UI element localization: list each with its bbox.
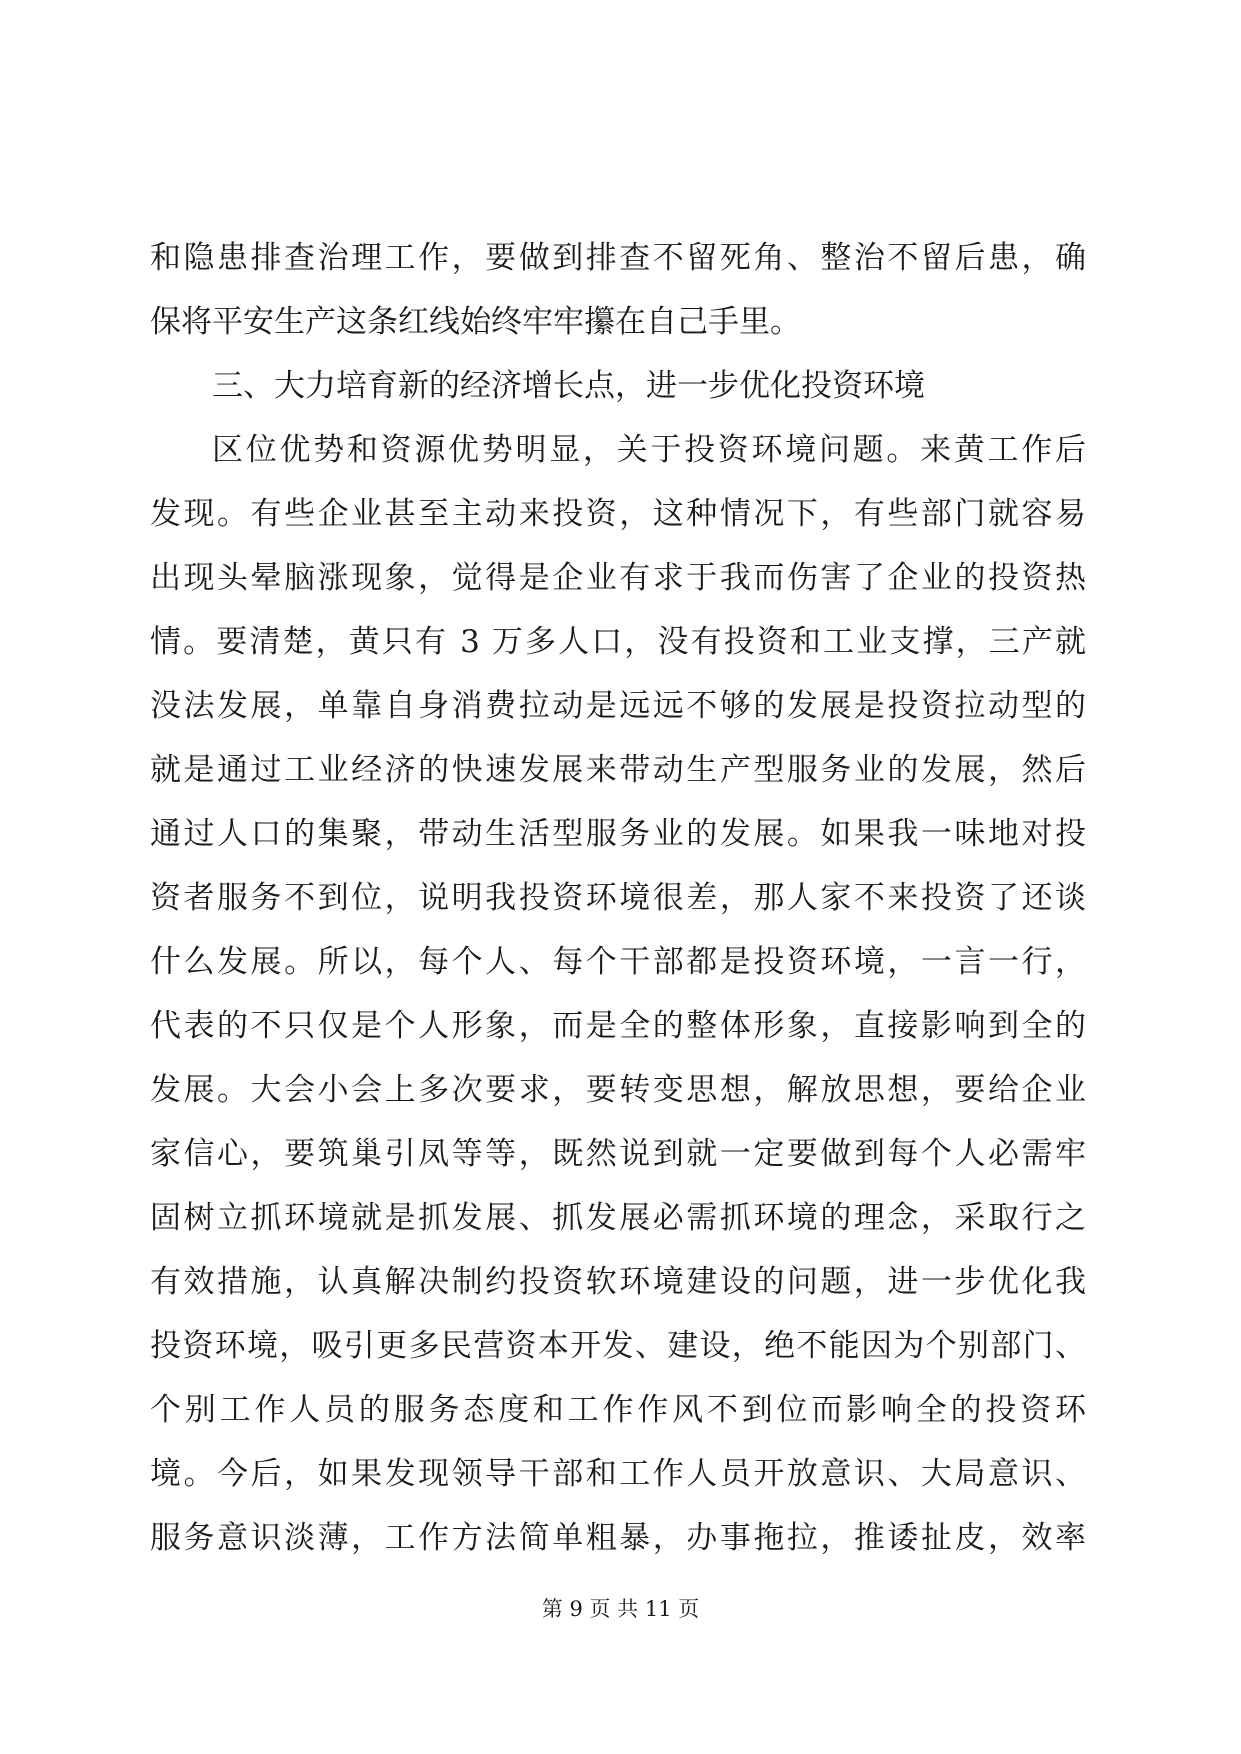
body-line: 和隐患排查治理工作，要做到排查不留死角、整治不留后患，确: [150, 240, 1086, 276]
body-line: 保将平安生产这条红线始终牢牢攥在自己手里。: [150, 304, 801, 340]
body-line: 境。今后，如果发现领导干部和工作人员开放意识、大局意识、: [150, 1456, 1086, 1492]
body-line: 出现头晕脑涨现象，觉得是企业有求于我而伤害了企业的投资热: [150, 560, 1086, 596]
section-heading: 三、大力培育新的经济增长点，进一步优化投资环境: [212, 368, 925, 404]
body-line: 资者服务不到位，说明我投资环境很差，那人家不来投资了还谈: [150, 880, 1086, 916]
body-line: 家信心，要筑巢引凤等等，既然说到就一定要做到每个人必需牢: [150, 1136, 1086, 1172]
body-line: 什么发展。所以，每个人、每个干部都是投资环境，一言一行，: [150, 944, 1086, 980]
body-line: 代表的不只仅是个人形象，而是全的整体形象，直接影响到全的: [150, 1008, 1086, 1044]
body-line: 发现。有些企业甚至主动来投资，这种情况下，有些部门就容易: [150, 496, 1086, 532]
body-line: 有效措施，认真解决制约投资软环境建设的问题，进一步优化我: [150, 1264, 1086, 1300]
body-line: 投资环境，吸引更多民营资本开发、建设，绝不能因为个别部门、: [150, 1328, 1086, 1364]
body-line: 区位优势和资源优势明显，关于投资环境问题。来黄工作后: [212, 432, 1086, 468]
body-line: 发展。大会小会上多次要求，要转变思想，解放思想，要给企业: [150, 1072, 1086, 1108]
body-line: 个别工作人员的服务态度和工作作风不到位而影响全的投资环: [150, 1392, 1086, 1428]
body-line: 就是通过工业经济的快速发展来带动生产型服务业的发展，然后: [150, 752, 1086, 788]
page-number-footer: 第 9 页 共 11 页: [541, 1597, 700, 1621]
body-line: 情。要清楚，黄只有 3 万多人口，没有投资和工业支撑，三产就: [150, 624, 1086, 660]
body-line: 没法发展，单靠自身消费拉动是远远不够的发展是投资拉动型的: [150, 688, 1086, 724]
body-line: 服务意识淡薄，工作方法简单粗暴，办事拖拉，推诿扯皮，效率: [150, 1520, 1086, 1556]
body-line: 通过人口的集聚，带动生活型服务业的发展。如果我一味地对投: [150, 816, 1086, 852]
document-body: [150, 226, 1086, 1570]
body-line: 固树立抓环境就是抓发展、抓发展必需抓环境的理念，采取行之: [150, 1200, 1086, 1236]
